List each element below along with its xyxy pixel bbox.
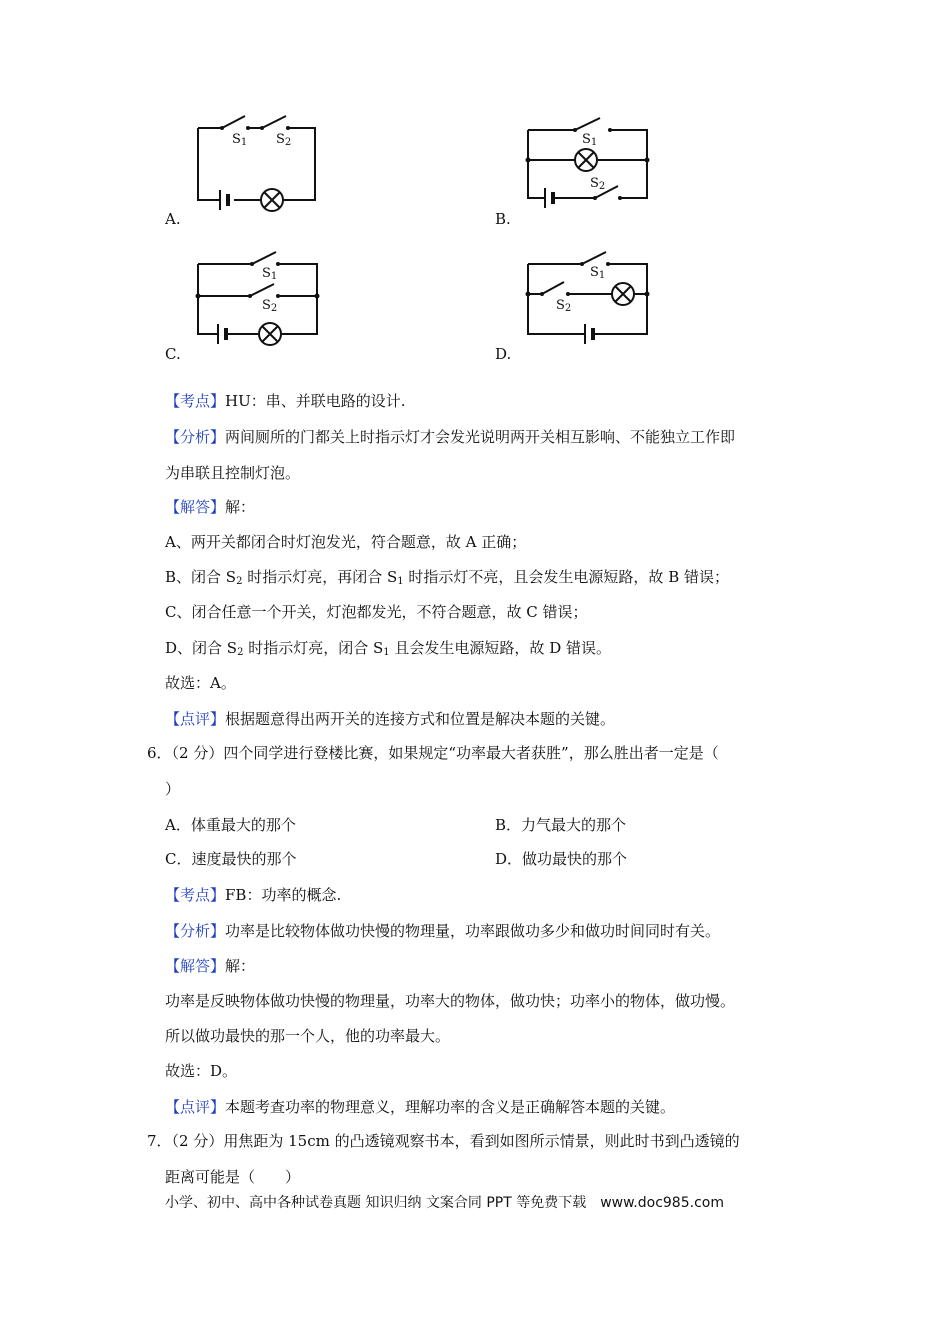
q7-stem: 7．（2 分）用焦距为 15cm 的凸透镜观察书本，看到如图所示情景，则此时书到凸透镜的 xyxy=(147,1132,740,1150)
q5-answer: 故选：A。 xyxy=(165,674,236,692)
jieda-tag: 【解答】 xyxy=(165,957,226,975)
s1-label: $S_1$ xyxy=(590,265,606,281)
dianping-tag: 【点评】 xyxy=(165,1098,226,1116)
q5-line-b: B、闭合 $S_2$ 时指示灯亮，再闭合 $S_1$ 时指示灯不亮，且会发生电源短路，故 B 错误； xyxy=(165,568,729,587)
q5-kaodian: 【考点】HU：串、并联电路的设计. xyxy=(165,392,406,410)
page-footer: 小学、初中、高中各种试卷真题 知识归纳 文案合同 PPT 等免费下载 www.doc985.com xyxy=(165,1195,724,1211)
q6-option-c: C．速度最快的那个 xyxy=(165,850,297,868)
q6-stem: 6．（2 分）四个同学进行登楼比赛，如果规定“功率最大者获胜”，那么胜出者一定是（ xyxy=(147,744,719,762)
s1-label: $S_1$ xyxy=(232,132,248,148)
option-c-label: C. xyxy=(165,345,181,363)
q5-line-d: D、闭合 $S_2$ 时指示灯亮，闭合 $S_1$ 且会发生电源短路，故 D 错误。 xyxy=(165,639,611,658)
q6-fenxi: 【分析】功率是比较物体做功快慢的物理量，功率跟做功多少和做功时间同时有关。 xyxy=(165,922,721,940)
dianping-tag: 【点评】 xyxy=(165,710,226,728)
kaodian-tag: 【考点】 xyxy=(165,392,226,410)
s2-label: $S_2$ xyxy=(556,298,572,314)
q5-dianping: 【点评】根据题意得出两开关的连接方式和位置是解决本题的关键。 xyxy=(165,710,616,728)
fenxi-tag: 【分析】 xyxy=(165,428,226,446)
q6-jieda: 【解答】解： xyxy=(165,957,256,975)
q5-line-a: A、两开关都闭合时灯泡发光，符合题意，故 A 正确； xyxy=(165,533,527,551)
q5-line-c: C、闭合任意一个开关，灯泡都发光，不符合题意，故 C 错误； xyxy=(165,603,588,621)
q6-stem-cont: ） xyxy=(165,780,181,798)
option-b-label: B. xyxy=(495,210,511,228)
s2-label: $S_2$ xyxy=(276,132,292,148)
q5-fenxi: 【分析】两间厕所的门都关上时指示灯才会发光说明两开关相互影响、不能独立工作即 xyxy=(165,428,736,446)
s1-label: $S_1$ xyxy=(262,266,278,282)
s2-label: $S_2$ xyxy=(262,298,278,314)
q6-body-1: 功率是反映物体做功快慢的物理量，功率大的物体，做功快；功率小的物体，做功慢。 xyxy=(165,992,736,1010)
option-d-label: D. xyxy=(495,345,512,363)
circuit-b xyxy=(520,110,655,215)
circuit-d xyxy=(520,250,655,355)
q6-kaodian: 【考点】FB：功率的概念. xyxy=(165,886,342,904)
q5-fenxi-cont: 为串联且控制灯泡。 xyxy=(165,464,301,482)
q6-option-a: A．体重最大的那个 xyxy=(165,816,296,834)
s2-label: $S_2$ xyxy=(590,176,606,192)
option-a-label: A. xyxy=(165,210,181,228)
q6-dianping: 【点评】本题考查功率的物理意义，理解功率的含义是正确解答本题的关键。 xyxy=(165,1098,676,1116)
circuit-a xyxy=(190,110,325,215)
jieda-tag: 【解答】 xyxy=(165,498,226,516)
q5-jieda: 【解答】解： xyxy=(165,498,256,516)
circuit-c xyxy=(190,250,325,355)
q7-stem-cont: 距离可能是（ ） xyxy=(165,1168,301,1186)
q6-option-b: B．力气最大的那个 xyxy=(495,816,627,834)
s1-label: $S_1$ xyxy=(582,132,598,148)
fenxi-tag: 【分析】 xyxy=(165,922,226,940)
q6-body-2: 所以做功最快的那一个人，他的功率最大。 xyxy=(165,1027,451,1045)
q6-answer: 故选：D。 xyxy=(165,1062,238,1080)
q6-option-d: D．做功最快的那个 xyxy=(495,850,628,868)
kaodian-tag: 【考点】 xyxy=(165,886,226,904)
